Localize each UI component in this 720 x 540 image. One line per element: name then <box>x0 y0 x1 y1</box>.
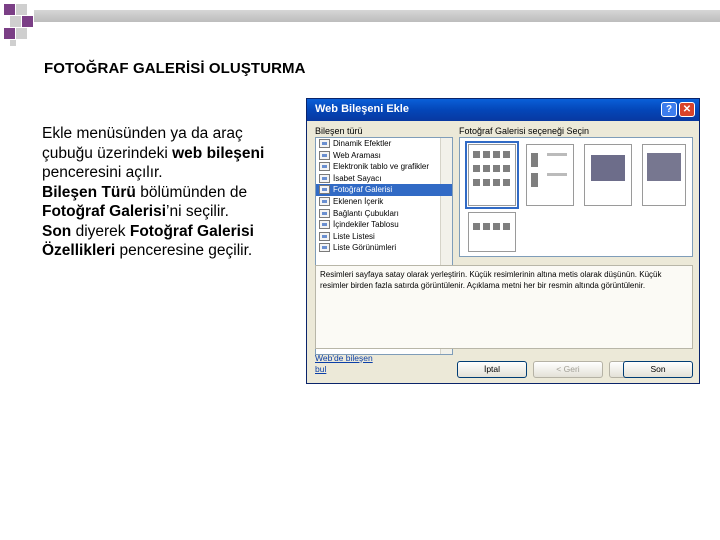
component-type-item[interactable] <box>316 161 452 173</box>
component-type-item[interactable] <box>316 184 452 196</box>
body-text-run: diyerek <box>71 222 130 240</box>
back-button[interactable]: < Geri <box>533 361 603 378</box>
component-type-item[interactable] <box>316 231 452 243</box>
component-icon <box>319 220 330 229</box>
body-text-run: çubuğu üzerindeki <box>42 144 173 162</box>
gallery-option-label: Fotoğraf Galerisi seçeneği Seçin <box>459 126 590 136</box>
layout-option-thumbnail[interactable] <box>642 144 686 206</box>
gallery-layout-preview <box>459 137 693 257</box>
body-text-run: penceresini açılır. <box>42 164 163 181</box>
body-text-run: Özellikleri <box>42 242 116 259</box>
finish-button[interactable]: Son <box>623 361 693 378</box>
body-text-run: ’ni seçilir. <box>166 203 229 220</box>
body-text-run: Ekle menüsünden ya da araç <box>42 125 243 142</box>
close-icon[interactable]: ✕ <box>679 102 695 117</box>
slide-title: FOTOĞRAF GALERİSİ OLUŞTURMA <box>44 60 306 77</box>
component-type-label: İçindekiler Tablosu <box>333 220 399 230</box>
component-type-label: Eklenen İçerik <box>333 196 384 206</box>
component-type-item[interactable] <box>316 173 452 185</box>
component-type-item[interactable] <box>316 242 452 254</box>
deco-square <box>4 4 15 15</box>
deco-square <box>22 16 33 27</box>
body-text-run: Fotoğraf Galerisi <box>42 203 167 220</box>
component-type-label: Liste Görünümleri <box>333 243 397 253</box>
component-type-label: Elektronik tablo ve grafikler <box>333 162 430 172</box>
body-line <box>42 202 302 222</box>
component-type-label: Fotoğraf Galerisi <box>333 185 393 195</box>
deco-square <box>16 4 27 15</box>
component-icon <box>319 174 330 183</box>
web-component-dialog <box>306 98 700 384</box>
component-icon <box>319 162 330 171</box>
layout-option-thumbnail[interactable] <box>584 144 632 206</box>
component-type-item[interactable] <box>316 208 452 220</box>
body-text-run: web bileşeni <box>172 144 265 162</box>
component-type-label: Bağlantı Çubukları <box>333 208 399 218</box>
body-text-run: Fotoğraf Galerisi <box>129 222 254 240</box>
component-description: Resimleri sayfaya satay olarak yerleştirin. Küçük resimlerinin altına metis olarak düşünün. Küçük resimler birden fazla satırda görüntülenir. Açıklama metni her bir resmin altında görüntülenir. <box>315 265 693 349</box>
deco-square <box>10 40 16 46</box>
body-text-run: penceresine geçilir. <box>115 242 253 259</box>
component-type-label: Dinamik Efektler <box>333 139 392 148</box>
component-icon <box>319 151 330 160</box>
component-icon <box>319 139 330 148</box>
layout-option-thumbnail[interactable] <box>526 144 574 206</box>
deco-square <box>4 28 15 39</box>
component-type-item[interactable] <box>316 219 452 231</box>
body-line <box>42 163 302 183</box>
body-text-run: Bileşen Türü <box>42 183 136 201</box>
component-type-label: İsabet Sayacı <box>333 173 382 183</box>
component-icon <box>319 197 330 206</box>
component-type-item[interactable] <box>316 138 452 150</box>
deco-square <box>16 28 27 39</box>
body-text-run: bölümünden de <box>135 183 248 201</box>
body-line <box>42 124 302 144</box>
header-bar <box>34 10 720 22</box>
deco-square <box>10 16 21 27</box>
layout-option-thumbnail[interactable] <box>468 144 516 206</box>
slide-body-text <box>42 124 302 261</box>
component-icon <box>319 243 330 252</box>
body-line <box>42 241 302 261</box>
component-icon <box>319 185 330 194</box>
layout-option-thumbnail[interactable] <box>468 212 516 252</box>
body-line <box>42 144 302 164</box>
component-type-label: Liste Listesi <box>333 231 375 241</box>
body-text-run: Son <box>42 222 72 240</box>
body-line <box>42 222 302 242</box>
cancel-button[interactable]: İptal <box>457 361 527 378</box>
dialog-title: Web Bileşeni Ekle <box>315 103 409 115</box>
component-icon <box>319 209 330 218</box>
find-component-link[interactable]: Web'de bileşen bul <box>315 353 373 374</box>
dialog-titlebar <box>307 99 699 121</box>
help-icon[interactable]: ? <box>661 102 677 117</box>
component-type-label: Web Araması <box>333 150 381 160</box>
component-type-item[interactable] <box>316 196 452 208</box>
component-icon <box>319 232 330 241</box>
component-type-item[interactable] <box>316 150 452 162</box>
body-line <box>42 183 302 203</box>
component-type-label: Bileşen türü <box>315 126 363 136</box>
